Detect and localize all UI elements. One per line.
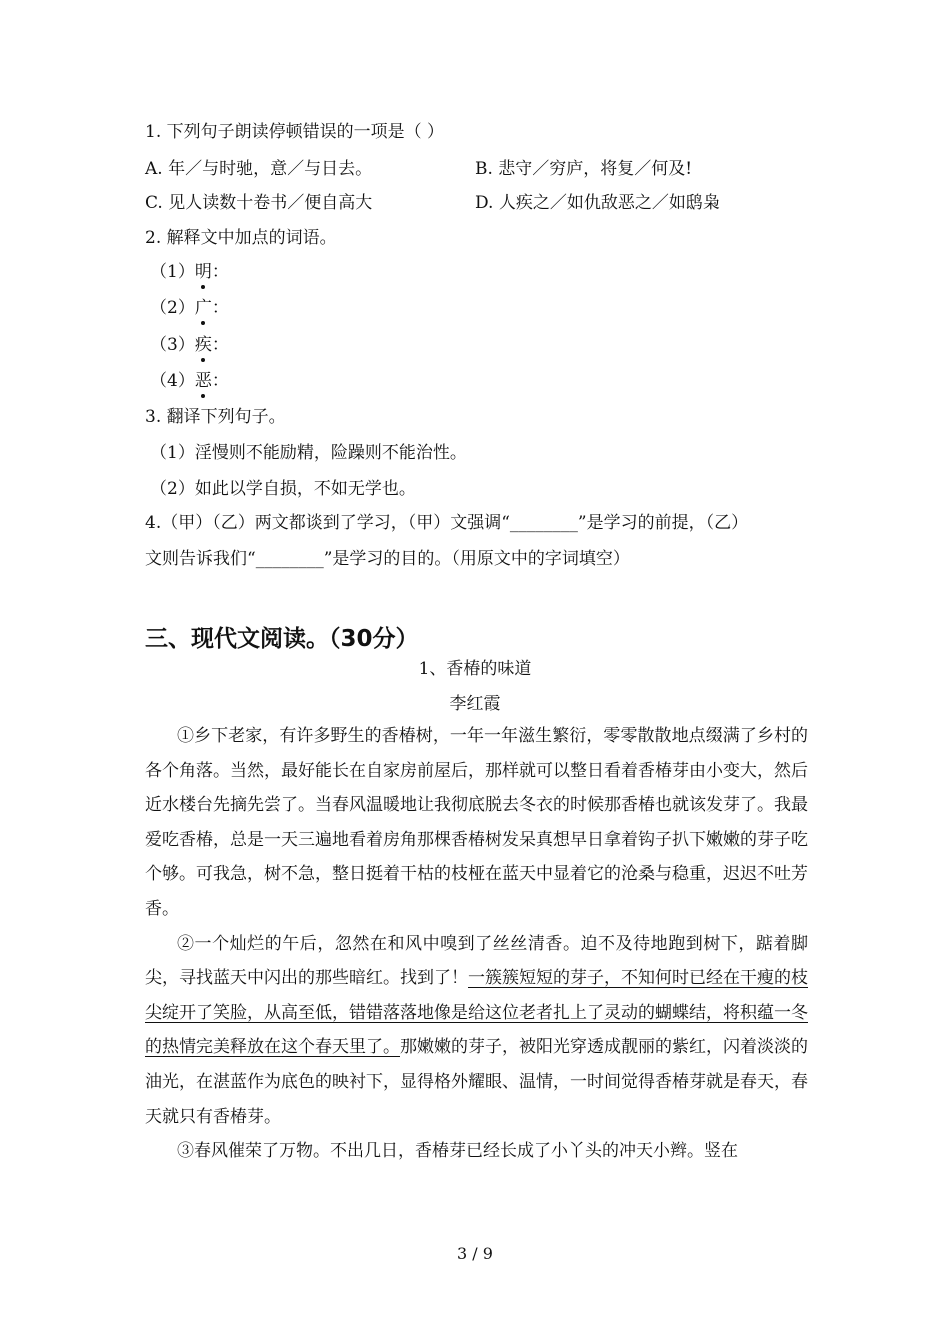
q3-item-2: （2）如此以学自损，不如无学也。 [150, 479, 416, 499]
q1-option-d: D. 人疾之／如仇敌恶之／如鸱枭 [475, 193, 720, 213]
question-4-line-1: 4.（甲）（乙）两文都谈到了学习，（甲）文强调“________”是学习的前提，（乙） [145, 513, 749, 533]
question-3: 3. 翻译下列句子。 [145, 407, 286, 427]
page-number: 3 / 9 [457, 1244, 493, 1263]
q2-item-suffix: ： [211, 371, 229, 391]
q1-option-a: A. 年／与时驰，意／与日去。 [145, 159, 373, 179]
dotted-word: 恶 [194, 371, 212, 391]
q2-item-prefix: （4） [150, 371, 195, 391]
q2-item-suffix: ： [211, 335, 229, 355]
q2-item-prefix: （2） [150, 298, 195, 318]
article-title: 1、香椿的味道 [418, 659, 532, 679]
q2-item-1 [150, 262, 229, 282]
article-body [145, 719, 808, 1169]
question-1: 1. 下列句子朗读停顿错误的一项是（ ） [145, 122, 445, 142]
q2-item-prefix: （3） [150, 335, 195, 355]
dotted-word: 疾 [194, 335, 212, 355]
article-author: 李红霞 [449, 694, 501, 714]
q2-item-prefix: （1） [150, 262, 195, 282]
dotted-word: 广 [194, 298, 212, 318]
underlined-sentence: 一簇簇短短的芽子，不知何时已经在干瘦的枝尖绽开了笑脸，从高至低，错错落落地像是给这位老者扎上了灵动的蝴蝶结，将积蕴一冬的热情完美释放在这个春天里了。 [145, 968, 808, 1058]
q2-item-2 [150, 298, 229, 318]
q2-item-3 [150, 335, 229, 355]
paragraph-2-text: 那嫩嫩的芽子，被阳光穿透成靓丽的紫红，闪着淡淡的油光，在湛蓝作为底色的映衬下，显得格外耀眼、温情，一时间觉得香椿芽就是春天，春天就只有香椿芽。 [145, 1037, 808, 1127]
paragraph-2 [145, 927, 808, 1135]
q2-item-4 [150, 371, 229, 391]
q2-item-suffix: ： [211, 298, 229, 318]
paragraph-3: ③春风催荣了万物。不出几日，香椿芽已经长成了小丫头的冲天小辫。竖在 [177, 1141, 738, 1162]
dotted-word: 明 [194, 262, 212, 282]
q1-option-c: C. 见人读数十卷书／便自高大 [145, 193, 373, 213]
section-heading: 三、现代文阅读。（30分） [145, 626, 419, 652]
q2-item-suffix: ： [211, 262, 229, 282]
paragraph-1: ①乡下老家，有许多野生的香椿树，一年一年滋生繁衍，零零散散地点缀满了乡村的各个角落。当然，最好能长在自家房前屋后，那样就可以整日看着香椿芽由小变大，然后近水楼台先摘先尝了。当春风温暖地让我彻底脱去冬衣的时候那香椿也就该发芽了。我最爱吃香椿，总是一天三遍地看着房角那棵香椿树发呆真想早日拿着钩子扒下嫩嫩的芽子吃个够。可我急，树不急，整日挺着干枯的枝桠在蓝天中显着它的沧桑与稳重，迟迟不吐芳香。 [145, 726, 808, 919]
question-2: 2. 解释文中加点的词语。 [145, 228, 337, 248]
q1-option-b: B. 悲守／穷庐，将复／何及! [475, 159, 693, 179]
paragraph-2-text: ②一个灿烂的午后，忽然在和风中嗅到了丝丝清香。迫不及待地跑到树下，踮着脚尖，寻找蓝天中闪出的那些暗红。找到了！ [145, 933, 808, 989]
q3-item-1: （1）淫慢则不能励精，险躁则不能治性。 [150, 443, 467, 463]
question-4-line-2: 文则告诉我们“________”是学习的目的。（用原文中的字词填空） [145, 549, 630, 569]
